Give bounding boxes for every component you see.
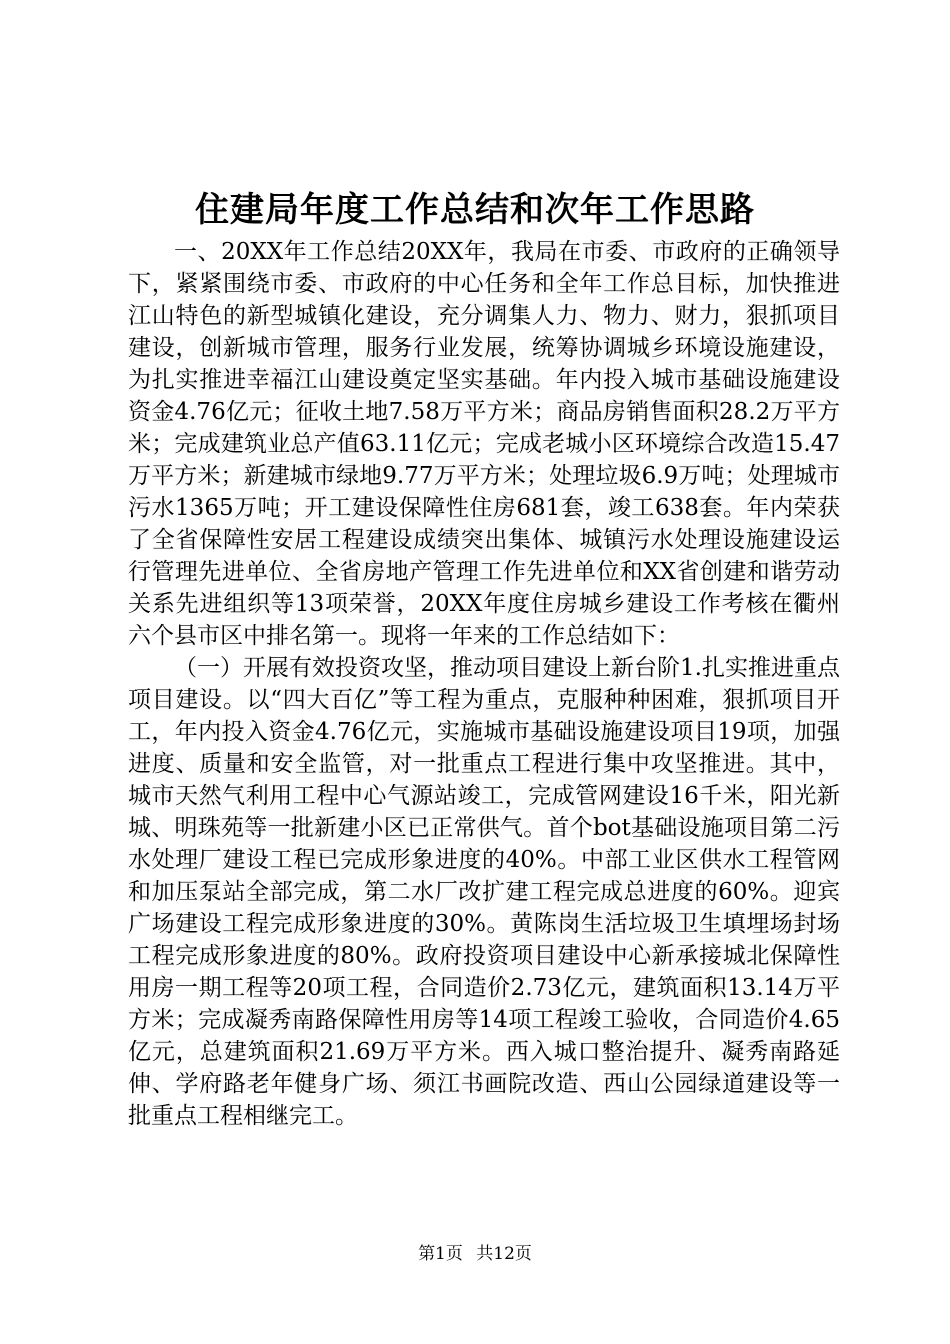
document-body — [128, 236, 840, 1132]
page-total: 共12页 — [476, 1244, 532, 1264]
page-footer — [0, 1242, 950, 1266]
paragraph-investment-projects: （一）开展有效投资攻坚，推动项目建设上新台阶1.扎实推进重点项目建设。以“四大百亿”等工程为重点，克服种种困难，狠抓项目开工，年内投入资金4.76亿元，实施城市基础设施建设项目19项，加强进度、质量和安全监管，对一批重点工程进行集中攻坚推进。其中，城市天然气利用工程中心气源站竣工，完成管网建设16千米，阳光新城、明珠苑等一批新建小区已正常供气。首个bot基础设施项目第二污水处理厂建设工程已完成形象进度的40%。中部工业区供水工程管网和加压泵站全部完成，第二水厂改扩建工程完成总进度的60%。迎宾广场建设工程完成形象进度的30%。黄陈岗生活垃圾卫生填埋场封场工程完成形象进度的80%。政府投资项目建设中心新承接城北保障性用房一期工程等20项工程，合同造价2.73亿元，建筑面积13.14万平方米；完成凝秀南路保障性用房等14项工程竣工验收，合同造价4.65亿元，总建筑面积21.69万平方米。西入城口整治提升、凝秀南路延伸、学府路老年健身广场、须江书画院改造、西山公园绿道建设等一批重点工程相继完工。 — [128, 655, 840, 1129]
document-title: 住建局年度工作总结和次年工作思路 — [195, 190, 755, 230]
page-number: 第1页 — [418, 1244, 463, 1264]
paragraph-work-summary: 一、20XX年工作总结20XX年，我局在市委、市政府的正确领导下，紧紧围绕市委、市政府的中心任务和全年工作总目标，加快推进江山特色的新型城镇化建设，充分调集人力、物力、财力，狠抓项目建设，创新城市管理，服务行业发展，统筹协调城乡环境设施建设，为扎实推进幸福江山建设奠定坚实基础。年内投入城市基础设施建设资金4.76亿元；征收土地7.58万平方米；商品房销售面积28.2万平方米；完成建筑业总产值63.11亿元；完成老城小区环境综合改造15.47万平方米；新建城市绿地9.77万平方米；处理垃圾6.9万吨；处理城市污水1365万吨；开工建设保障性住房681套，竣工638套。年内荣获了全省保障性安居工程建设成绩突出集体、城镇污水处理设施建设运行管理先进单位、全省房地产管理工作先进单位和XX省创建和谐劳动关系先进组织等13项荣誉，20XX年度住房城乡建设工作考核在衢州六个县市区中排名第一。现将一年来的工作总结如下： — [128, 239, 840, 649]
